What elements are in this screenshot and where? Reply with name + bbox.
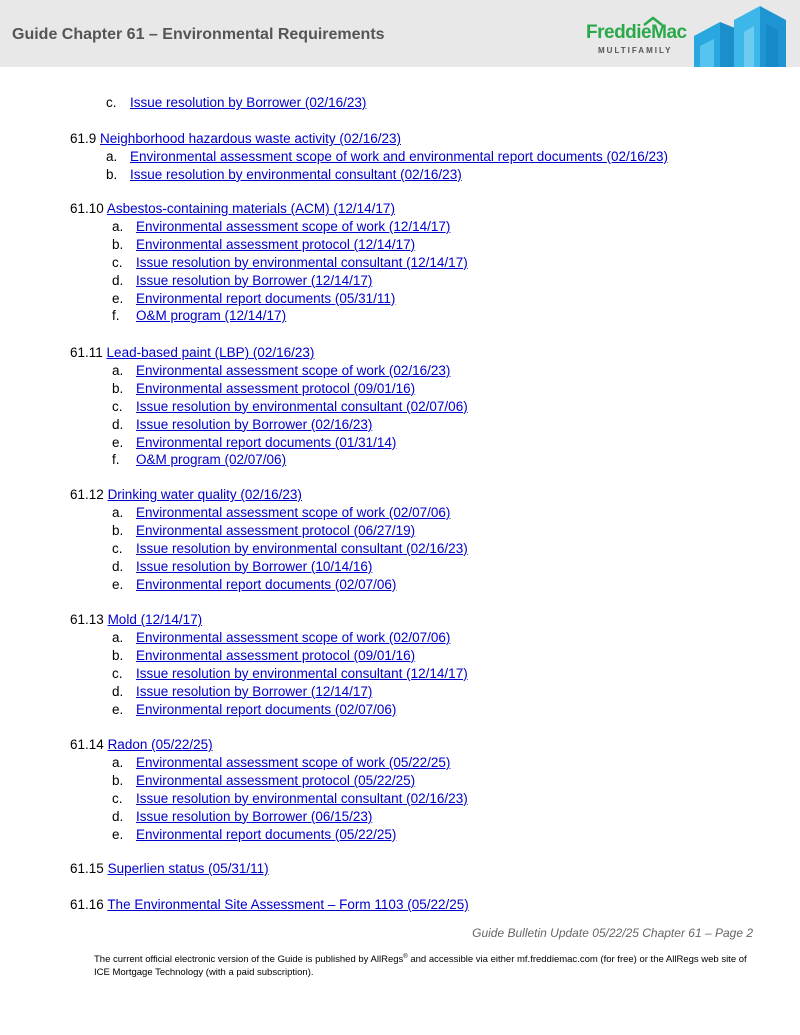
section-number: 61.15 (70, 861, 104, 876)
item-link[interactable]: Environmental assessment protocol (06/27/19) (136, 522, 416, 538)
item-letter: f. (112, 308, 120, 324)
item-link[interactable]: Issue resolution by environmental consultant (12/14/17) (136, 665, 468, 681)
item-letter: d. (112, 272, 124, 288)
item-link[interactable]: Environmental assessment protocol (05/22/25) (136, 772, 416, 788)
section-number: 61.9 (70, 131, 97, 146)
item-link[interactable]: Environmental assessment protocol (12/14/17) (136, 236, 416, 252)
item-link[interactable]: Environmental assessment scope of work (05/22/25) (136, 754, 451, 770)
section-title-link[interactable]: The Environmental Site Assessment – Form 1103 (05/22/25) (107, 897, 469, 912)
item-link[interactable]: Issue resolution by environmental consultant (02/16/23) (136, 540, 468, 556)
section-title-link[interactable]: Neighborhood hazardous waste activity (02/16/23) (100, 131, 401, 146)
item-letter: d. (112, 808, 124, 824)
section-heading (70, 201, 395, 216)
section-heading (70, 897, 469, 912)
item-letter: c. (112, 254, 123, 270)
item-letter: e. (112, 290, 124, 306)
page-header (0, 0, 800, 67)
item-letter: c. (112, 540, 123, 556)
item-letter: b. (112, 647, 124, 663)
section-number: 61.13 (70, 612, 104, 627)
page-title: Guide Chapter 61 – Environmental Requirements (12, 26, 385, 43)
item-letter: a. (112, 754, 124, 770)
item-letter: a. (112, 362, 124, 378)
item-link[interactable]: O&M program (02/07/06) (136, 452, 287, 468)
item-link[interactable]: Environmental assessment scope of work (12/14/17) (136, 218, 451, 234)
section-heading (70, 345, 314, 360)
section-title-link[interactable]: Drinking water quality (02/16/23) (107, 487, 302, 502)
item-link[interactable]: Issue resolution by environmental consultant (02/16/23) (136, 790, 468, 806)
section-number: 61.12 (70, 487, 104, 502)
item-link[interactable]: Environmental assessment scope of work (02/07/06) (136, 504, 451, 520)
footer-text-part-2: and accessible via either mf.freddiemac.com (for free) or the AllRegs web site of ICE Mortgage Technology (with a paid subscription). (94, 954, 747, 978)
item-letter: e. (112, 826, 124, 842)
registered-mark: ® (403, 954, 408, 960)
item-link[interactable]: Environmental assessment protocol (09/01/16) (136, 380, 416, 396)
item-letter: b. (112, 380, 124, 396)
item-letter: b. (112, 772, 124, 788)
section-title-link[interactable]: Asbestos-containing materials (ACM) (12/14/17) (106, 201, 395, 216)
item-link[interactable]: Issue resolution by Borrower (12/14/17) (136, 272, 373, 288)
item-link[interactable]: Issue resolution by Borrower (06/15/23) (136, 808, 373, 824)
section-heading (70, 131, 401, 146)
item-letter: a. (112, 504, 124, 520)
item-link[interactable]: Issue resolution by Borrower (02/16/23) (136, 416, 373, 432)
building-graphic-icon (694, 6, 790, 67)
section-title-link[interactable]: Superlien status (05/31/11) (107, 861, 269, 876)
logo-subtitle: MULTIFAMILY (598, 46, 673, 55)
section-heading (70, 861, 269, 876)
item-letter: d. (112, 416, 124, 432)
item-letter: b. (112, 236, 124, 252)
item-letter: c. (112, 398, 123, 414)
item-letter: e. (112, 434, 124, 450)
item-link[interactable]: Environmental report documents (01/31/14) (136, 434, 397, 450)
item-letter: f. (112, 452, 120, 468)
item-letter: a. (112, 629, 124, 645)
item-letter: b. (112, 522, 124, 538)
item-letter: b. (106, 166, 118, 182)
logo-word-freddie: Freddie (586, 22, 652, 43)
footer-bulletin-note: Guide Bulletin Update 05/22/25 Chapter 61 – Page 2 (472, 926, 753, 940)
item-letter: e. (112, 576, 124, 592)
item-link[interactable]: Issue resolution by Borrower (10/14/16) (136, 558, 373, 574)
item-link[interactable]: Environmental assessment scope of work (02/16/23) (136, 362, 451, 378)
section-title-link[interactable]: Mold (12/14/17) (107, 612, 203, 627)
section-title-link[interactable]: Lead-based paint (LBP) (02/16/23) (106, 345, 315, 360)
logo-word-mac: Mac (651, 22, 687, 43)
item-letter: c. (112, 790, 123, 806)
item-letter: e. (112, 701, 124, 717)
lead-item-letter: c. (106, 95, 117, 110)
item-letter: d. (112, 683, 124, 699)
item-link[interactable]: O&M program (12/14/17) (136, 308, 287, 324)
section-heading (70, 612, 202, 627)
item-link[interactable]: Environmental assessment protocol (09/01/16) (136, 647, 416, 663)
section-number: 61.11 (70, 345, 103, 360)
item-letter: a. (112, 218, 124, 234)
footer-disclaimer (94, 951, 758, 979)
item-link[interactable]: Environmental report documents (05/31/11) (136, 290, 396, 306)
item-link[interactable]: Issue resolution by environmental consultant (02/07/06) (136, 398, 468, 414)
item-link[interactable]: Environmental assessment scope of work and environmental report documents (02/16/23) (130, 148, 669, 164)
item-link[interactable]: Issue resolution by environmental consultant (02/16/23) (130, 166, 462, 182)
item-link[interactable]: Environmental assessment scope of work (02/07/06) (136, 629, 451, 645)
item-letter: a. (106, 148, 118, 164)
logo-wordmark (586, 22, 687, 44)
footer-text-part-1: The current official electronic version of the Guide is published by AllRegs (94, 954, 404, 966)
freddie-mac-logo (586, 22, 686, 62)
section-title-link[interactable]: Radon (05/22/25) (107, 737, 213, 752)
item-letter: d. (112, 558, 124, 574)
section-heading (70, 487, 302, 502)
section-number: 61.10 (70, 201, 104, 216)
item-letter: c. (112, 665, 123, 681)
item-link[interactable]: Environmental report documents (02/07/06) (136, 576, 397, 592)
item-link[interactable]: Issue resolution by Borrower (12/14/17) (136, 683, 373, 699)
section-heading (70, 737, 213, 752)
item-link[interactable]: Environmental report documents (05/22/25) (136, 826, 397, 842)
item-link[interactable]: Issue resolution by environmental consultant (12/14/17) (136, 254, 468, 270)
lead-item-link[interactable]: Issue resolution by Borrower (02/16/23) (130, 95, 367, 110)
section-number: 61.16 (70, 897, 104, 912)
item-link[interactable]: Environmental report documents (02/07/06) (136, 701, 397, 717)
section-number: 61.14 (70, 737, 104, 752)
